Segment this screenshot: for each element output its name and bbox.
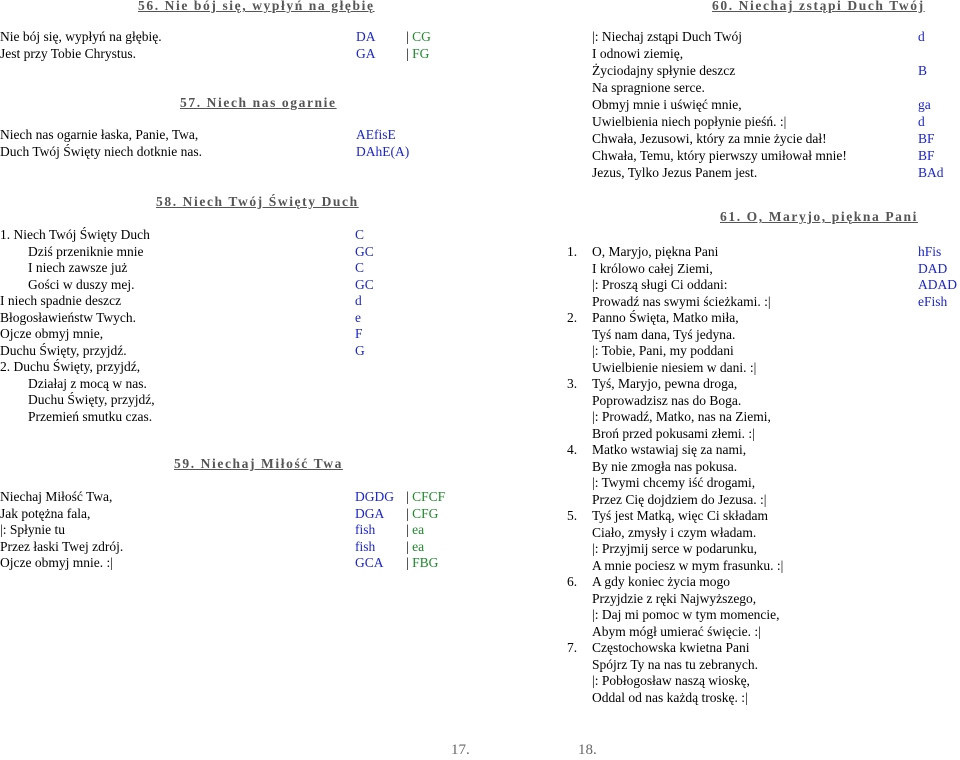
chord-label: AEfisE [356,127,396,142]
lyric-line: Przez Cię dojdziem do Jezusa. :| [592,491,767,507]
chord-label: GC [355,276,374,292]
lyric-line: Prowadź nas swymi ścieżkami. :| [592,293,771,309]
lyric-line: |: Pobłogosław naszą wioskę, [592,673,750,688]
verse-number: 1. [567,244,578,259]
lyric-line: Działaj z mocą w nas. [28,375,147,391]
chord-label: G [355,342,365,358]
lyric-line: Poprowadzisz nas do Boga. [592,392,742,408]
chord-label: C [355,260,365,275]
chord-label: DGA [355,505,385,521]
lyric-line: Nie bój się, wypłyń na głębię. [0,29,162,44]
lyric-line: Życiodajny spłynie deszcz [592,63,736,78]
lyric-line: Ojcze obmyj mnie. :| [0,555,113,570]
verse-number: 4. [567,442,578,457]
lyric-line: Chwała, Temu, który pierwszy umiłował mnie! [592,148,847,163]
lyric-line: I niech zawsze już [28,260,128,275]
lyric-line: Ciało, zmysły i czym władam. [592,524,757,540]
lyric-line: A mnie pociesz w mym frasunku. :| [592,557,784,573]
chord-label: d [918,29,925,44]
lyric-line: Ojcze obmyj mnie, [0,326,104,341]
chord-label: fish [355,538,376,554]
chord-label: DAD [918,260,948,276]
lyric-line: Panno Święta, Matko miła, [592,310,739,325]
lyric-line: Jezus, Tylko Jezus Panem jest. [592,165,758,180]
lyric-line: I odnowi ziemię, [592,46,684,61]
lyric-line: O, Maryjo, piękna Pani [592,244,719,259]
lyric-line: Niech nas ogarnie łaska, Panie, Twa, [0,127,199,142]
song-title: 61. O, Maryjo, piękna Pani [720,209,918,224]
lyric-line: Duch Twój Święty niech dotknie nas. [0,143,203,159]
chord-label: hFis [918,244,942,259]
lyric-line: Niechaj Miłość Twa, [0,489,113,504]
verse-number: 5. [567,508,578,523]
lyric-line: Częstochowska kwietna Pani [592,640,750,655]
chord-alt [406,554,438,571]
lyric-line: Dziś przeniknie mnie [28,243,144,259]
separator: | [406,538,409,554]
separator: | [406,489,409,504]
chord-alt [406,488,445,505]
chord-label: ga [918,97,931,112]
lyric-line: Broń przed pokusami złemi. :| [592,425,755,441]
song-title: 58. Niech Twój Święty Duch [156,194,359,209]
chord-label: DAhE(A) [356,143,410,159]
lyric-line: 2. Duchu Święty, przyjdź, [0,359,141,374]
lyric-line: Jak potężna fala, [0,505,91,521]
verse-number: 7. [567,640,578,655]
verse-number: 3. [567,376,578,391]
chord-label: ADAD [918,277,957,292]
chord-alt [406,538,424,555]
chord-alt-label: ea [412,538,425,554]
lyric-line: |: Tobie, Pani, my poddani [592,343,734,358]
chord-alt-label: FG [412,45,430,61]
chord-label: BAd [918,165,944,180]
chord-alt-label: FBG [412,555,439,570]
lyric-line: Błogosławieństw Twych. [0,309,137,325]
lyric-line: A gdy koniec życia mogo [592,574,730,589]
lyric-line: Gości w duszy mej. [28,276,135,292]
lyric-line: Oddal od nas każdą troskę. :| [592,689,748,705]
lyric-line: |: Niechaj zstąpi Duch Twój [592,29,742,44]
separator: | [406,29,409,44]
separator: | [406,522,409,537]
verse-number: 2. [567,310,578,325]
lyric-line: |: Przyjmij serce w podarunku, [592,541,758,556]
lyric-line: Przez łaski Twej zdrój. [0,538,124,554]
chord-alt [406,28,431,45]
chord-label: DGDG [355,489,394,504]
lyric-line: By nie zmogła nas pokusa. [592,458,738,474]
lyric-line: I królowo całej Ziemi, [592,260,713,276]
song-title: 56. Nie bój się, wypłyń na głębię [138,0,375,13]
chord-alt-label: ea [412,522,425,537]
separator: | [406,505,409,521]
lyric-line: |: Spłynie tu [0,522,65,537]
chord-label: GCA [355,555,384,570]
lyric-line: Tyś nam dana, Tyś jedyna. [592,326,736,342]
chord-label: d [355,293,362,308]
chord-label: GC [355,243,374,259]
lyric-line: |: Daj mi pomoc w tym momencie, [592,607,780,622]
lyric-line: Chwała, Jezusowi, który za mnie życie dał! [592,131,827,146]
lyric-line: I niech spadnie deszcz [0,293,122,308]
lyric-line: |: Proszą sługi Ci oddani: [592,277,728,292]
chord-label: eFish [918,293,948,309]
song-title: 60. Niechaj zstąpi Duch Twój [712,0,925,13]
chord-alt [406,45,429,62]
lyric-line: Przyjdzie z ręki Najwyższego, [592,590,757,606]
song-title: 59. Niechaj Miłość Twa [174,456,343,471]
chord-alt-label: CG [412,29,431,44]
lyric-line: Na spragnione serce. [592,80,705,95]
separator: | [406,45,409,61]
chord-label: GA [356,45,376,61]
verse-number: 6. [567,574,578,589]
chord-label: C [355,227,365,242]
lyric-line: Duchu Święty, przyjdź. [0,342,127,358]
chord-label: e [355,309,361,325]
lyric-line: Duchu Święty, przyjdź, [28,392,155,407]
chord-label: fish [355,522,376,537]
chord-alt [406,505,438,522]
chord-alt-label: CFCF [412,489,446,504]
chord-alt [406,521,424,538]
separator: | [406,555,409,570]
chord-label: BF [918,131,935,146]
lyric-line: Uwielbienie niesiem w dani. :| [592,359,757,375]
chord-label: DA [356,29,376,44]
chord-label: B [918,63,928,78]
page-number-right: 18. [578,742,597,758]
lyric-line: |: Twymi chcemy iść drogami, [592,475,756,490]
chord-label: BF [918,148,935,163]
lyric-line: Obmyj mnie i uświęć mnie, [592,97,742,112]
lyric-line: Spójrz Ty na nas tu zebranych. [592,656,759,672]
lyric-line: Tyś, Maryjo, pewna droga, [592,376,738,391]
lyric-line: Jest przy Tobie Chrystus. [0,45,137,61]
lyric-line: Matko wstawiaj się za nami, [592,442,747,457]
lyric-line: Przemień smutku czas. [28,408,153,424]
lyric-line: Uwielbienia niech popłynie pieśń. :| [592,114,787,129]
lyric-line: |: Prowadź, Matko, nas na Ziemi, [592,409,771,424]
chord-label: d [918,114,925,129]
lyric-line: 1. Niech Twój Święty Duch [0,227,150,242]
song-title: 57. Niech nas ogarnie [180,95,337,110]
chord-label: F [355,326,363,341]
page-number-left: 17. [451,742,470,758]
lyric-line: Abym mógł umierać święcie. :| [592,623,761,639]
lyric-line: Tyś jest Matką, więc Ci składam [592,508,769,523]
chord-alt-label: CFG [412,505,439,521]
